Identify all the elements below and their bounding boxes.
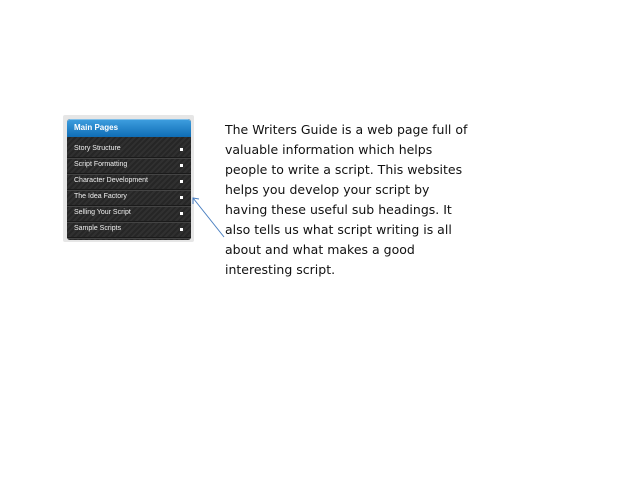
menu-item-label: The Idea Factory bbox=[74, 193, 127, 200]
menu-item-selling-your-script[interactable] bbox=[67, 206, 191, 222]
pointer-arrow-icon bbox=[190, 195, 226, 239]
menu-item-label: Character Development bbox=[74, 177, 148, 184]
description-text: The Writers Guide is a web page full of valuable information which helps people to write a script. This websites helps you develop your script by having these useful sub headings. It also tells us what script writing is all about and what makes a good interesting script. bbox=[225, 122, 468, 277]
menu-item-label: Story Structure bbox=[74, 145, 121, 152]
menu-item-script-formatting[interactable] bbox=[67, 158, 191, 174]
menu-item-label: Script Formatting bbox=[74, 161, 128, 168]
menu-header-label: Main Pages bbox=[74, 123, 119, 132]
menu-item-story-structure[interactable] bbox=[67, 142, 191, 158]
menu-item-character-development[interactable] bbox=[67, 174, 191, 190]
menu-item-label: Selling Your Script bbox=[74, 209, 131, 216]
square-bullet-icon bbox=[180, 180, 183, 183]
menu-panel bbox=[67, 119, 191, 240]
square-bullet-icon bbox=[180, 212, 183, 215]
square-bullet-icon bbox=[180, 164, 183, 167]
menu-item-sample-scripts[interactable] bbox=[67, 222, 191, 238]
menu-item-label: Sample Scripts bbox=[74, 225, 122, 232]
square-bullet-icon bbox=[180, 148, 183, 151]
square-bullet-icon bbox=[180, 196, 183, 199]
menu-list bbox=[67, 142, 191, 238]
square-bullet-icon bbox=[180, 228, 183, 231]
menu-item-the-idea-factory[interactable] bbox=[67, 190, 191, 206]
main-pages-menu bbox=[63, 115, 194, 242]
menu-header[interactable] bbox=[67, 119, 191, 137]
